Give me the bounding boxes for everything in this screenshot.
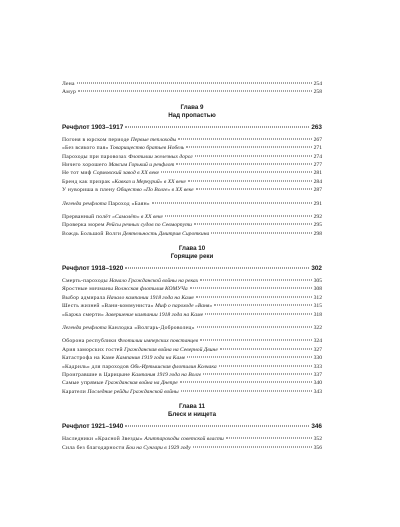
toc-entry[interactable]	[62, 324, 322, 332]
page-number: 333	[313, 363, 322, 370]
dot-leader	[194, 224, 312, 225]
entry-subtitle: Товарищество братьев Нобель	[109, 145, 185, 152]
dot-leader	[125, 426, 309, 427]
entry-subtitle: Рейсы речных судов по Севморпути	[106, 222, 192, 229]
entry-title	[62, 337, 198, 345]
dot-leader	[78, 91, 311, 92]
dot-leader	[200, 340, 312, 341]
dot-leader	[181, 390, 312, 391]
dot-leader	[203, 373, 311, 374]
toc-entry[interactable]	[62, 178, 322, 186]
entry-subtitle: «Самолёт» в ХХ веке	[112, 213, 163, 220]
toc-entry[interactable]	[62, 311, 322, 319]
dot-leader	[178, 138, 311, 139]
chapter-number: Глава 10	[178, 245, 206, 253]
page-number: 352	[313, 436, 322, 443]
dot-leader	[125, 126, 309, 127]
entry-title	[62, 277, 198, 285]
chapter-title: Блеск и нищета	[167, 411, 217, 419]
entry-title	[62, 444, 191, 452]
entry-title	[62, 371, 201, 379]
part-title: Речфлот 1903–1917	[62, 123, 124, 131]
page-number: 298	[313, 230, 322, 237]
toc-entry[interactable]	[62, 221, 322, 229]
page-number: 305	[313, 278, 322, 285]
entry-heading: Прерванный полёт	[62, 213, 111, 220]
dot-leader	[214, 305, 311, 306]
entry-subtitle: Сормовский завод в ХХ веке	[92, 170, 160, 177]
dot-leader	[180, 382, 312, 383]
entry-subtitle: Последние рейды Гражданской войны	[87, 388, 179, 395]
entry-subtitle: Бои на Сунгари в 1929 году	[125, 444, 191, 451]
entry-subtitle: Гражданская война на Северной Двине	[124, 346, 218, 353]
dot-leader	[176, 163, 311, 164]
toc-entry[interactable]	[62, 144, 322, 152]
entry-heading: «Баржа смерти»	[62, 311, 104, 318]
dot-leader	[220, 348, 312, 349]
dot-leader	[161, 172, 312, 173]
page-number: 277	[313, 161, 322, 168]
page-number: 327	[313, 346, 322, 353]
toc-entry[interactable]	[62, 354, 322, 362]
toc-entry[interactable]	[62, 88, 322, 96]
dot-leader	[196, 189, 312, 190]
entry-title	[62, 178, 186, 186]
entry-subtitle: Общество «По Волге» в ХХ веке	[116, 187, 194, 194]
entry-subtitle: Миф о пароходе «Ваня»	[155, 303, 213, 310]
entry-legend-name: Пароход «Баян»	[108, 200, 150, 207]
toc-entry[interactable]	[62, 294, 322, 302]
dot-leader	[190, 288, 312, 289]
toc-entry[interactable]	[62, 186, 322, 194]
page-number: 340	[313, 380, 322, 387]
entry-heading: Амур	[62, 89, 77, 96]
chapter-number: Глава 9	[180, 103, 204, 111]
entry-heading: Проверка морем	[62, 222, 105, 229]
entry-title	[62, 346, 218, 354]
page-number: 337	[313, 371, 322, 378]
toc-entry[interactable]	[62, 363, 322, 371]
dot-leader	[152, 202, 312, 203]
entry-heading: Вождь Большой Волги	[62, 230, 122, 237]
page-number: 295	[313, 222, 322, 229]
toc-entry[interactable]	[62, 153, 322, 161]
dot-leader	[211, 232, 311, 233]
page-number: 287	[313, 187, 322, 194]
entry-title	[62, 230, 209, 238]
entry-subtitle: Первые теплоходы	[130, 136, 177, 143]
entry-heading: Смерть-пароходы	[62, 278, 108, 285]
entry-title	[62, 435, 224, 443]
entry-subtitle: Кампания 1919 года на Каме	[116, 355, 186, 362]
entry-subtitle: Деятельность Дмитрия Сироткина	[122, 230, 210, 237]
entry-title	[62, 213, 163, 221]
chapter-title: Горящие реки	[170, 253, 214, 261]
entry-heading: Проигравшие в Царицыне	[62, 371, 131, 378]
entry-title	[62, 354, 185, 362]
page-number: 302	[311, 265, 322, 273]
entry-subtitle: Волжская флотилия КОМУЧа	[114, 286, 188, 293]
entry-title	[62, 311, 203, 319]
entry-title	[62, 379, 178, 387]
entry-subtitle: Агитпароходы советской власти	[144, 436, 224, 443]
part-heading[interactable]	[62, 123, 322, 133]
entry-subtitle: Кампания 1919 года на Волге	[131, 371, 202, 378]
page-number: 322	[313, 325, 322, 332]
page-number: 343	[313, 388, 322, 395]
entry-heading: Наследники «Красной Звезды»	[62, 436, 143, 443]
dot-leader	[186, 147, 311, 148]
dot-leader	[187, 357, 311, 358]
dot-leader	[205, 313, 312, 314]
entry-heading: Не тот миф	[62, 170, 92, 177]
page-number: 346	[311, 423, 322, 431]
dot-leader	[226, 438, 312, 439]
toc-entry[interactable]	[62, 277, 322, 285]
page-number: 271	[313, 145, 322, 152]
dot-leader	[219, 365, 312, 366]
entry-heading: У нувориша в плену	[62, 187, 116, 194]
entry-heading: Шесть жизней «Вани-коммуниста»	[62, 303, 154, 310]
toc-entry[interactable]	[62, 230, 322, 238]
entry-title	[62, 294, 194, 302]
entry-title	[62, 169, 159, 177]
dot-leader	[165, 215, 312, 216]
entry-title	[62, 363, 217, 371]
entry-subtitle: Максим Горький и речфлот	[108, 161, 175, 168]
page-number: 330	[313, 355, 322, 362]
dot-leader	[188, 180, 312, 181]
spacer	[62, 396, 322, 403]
entry-title	[62, 144, 184, 152]
entry-subtitle: Начало кампании 1918 года на Каме	[106, 294, 194, 301]
dot-leader	[196, 296, 312, 297]
page-number: 324	[313, 338, 322, 345]
toc-entry[interactable]	[62, 161, 322, 169]
toc-entry[interactable]	[62, 302, 322, 310]
entry-title	[62, 186, 194, 194]
toc-entry[interactable]	[62, 136, 322, 144]
entry-heading: Яростные мичманы	[62, 286, 114, 293]
toc-entry[interactable]	[62, 371, 322, 379]
chapter-title: Над пропастью	[168, 111, 216, 119]
entry-title	[62, 388, 179, 396]
entry-title	[62, 136, 176, 144]
page-number: 263	[311, 123, 322, 131]
page-number: 267	[313, 136, 322, 143]
page-number: 312	[313, 294, 322, 301]
entry-heading: Самые упрямые	[62, 380, 104, 387]
page-number: 291	[313, 200, 322, 207]
spacer	[62, 238, 322, 245]
entry-heading: Пароходы при паровозах	[62, 153, 127, 160]
entry-heading: Лена	[62, 81, 75, 87]
entry-legend-label: Легенда речфлота	[62, 325, 107, 332]
toc-entry[interactable]	[62, 435, 322, 443]
toc-entry[interactable]	[62, 80, 322, 88]
entry-subtitle: «Кавказ и Меркурий» в ХХ веке	[111, 178, 186, 185]
entry-heading: Оборона республики	[62, 338, 117, 345]
entry-title	[62, 324, 195, 332]
page-number: 356	[313, 444, 322, 451]
entry-heading: «Кадриль» для пароходов	[62, 363, 129, 370]
entry-title	[62, 80, 75, 88]
page-number: 254	[313, 81, 322, 87]
entry-heading: Ничего хорошего	[62, 161, 108, 168]
page-number: 292	[313, 213, 322, 220]
entry-heading: Выбор адмирала	[62, 294, 106, 301]
entry-title	[62, 285, 188, 293]
entry-heading: Каратели	[62, 388, 86, 395]
toc-entry[interactable]	[62, 337, 322, 345]
entry-title	[62, 200, 150, 208]
page-number: 274	[313, 153, 322, 160]
toc-entry[interactable]	[62, 169, 322, 177]
toc-entry[interactable]	[62, 379, 322, 387]
entry-heading: Сила без благодарности	[62, 444, 125, 451]
page-number: 308	[313, 286, 322, 293]
part-title: Речфлот 1918–1920	[62, 265, 124, 273]
chapter-number: Глава 11	[179, 403, 205, 411]
entry-subtitle: Гражданская война на Днепре	[105, 380, 178, 387]
entry-legend-label: Легенда речфлота	[62, 200, 107, 207]
page-number: 315	[313, 303, 322, 310]
page-number: 281	[313, 170, 322, 177]
part-heading[interactable]	[62, 264, 322, 274]
entry-title	[62, 302, 212, 310]
page-number: 258	[313, 89, 322, 96]
entry-title	[62, 161, 174, 169]
entry-title	[62, 221, 192, 229]
dot-leader	[195, 155, 312, 156]
entry-heading: Бренд как призрак	[62, 178, 111, 185]
dot-leader	[125, 268, 309, 269]
toc-entry[interactable]	[62, 213, 322, 221]
dot-leader	[200, 280, 311, 281]
part-heading[interactable]	[62, 422, 322, 432]
part-title: Речфлот 1921–1940	[62, 423, 124, 431]
entry-subtitle: Обь-Иртышская флотилия Колчака	[130, 363, 217, 370]
toc-entry[interactable]	[62, 388, 322, 396]
toc-entry[interactable]	[62, 200, 322, 208]
toc-entry[interactable]	[62, 346, 322, 354]
page-number: 318	[313, 311, 322, 318]
entry-heading: Ария заморских гостей	[62, 346, 123, 353]
toc-entry[interactable]	[62, 285, 322, 293]
entry-heading: «Без всякого пая»	[62, 145, 109, 152]
entry-subtitle: Флотилии имперских повстанцев	[117, 338, 199, 345]
entry-subtitle: Начало Гражданской войны на реках	[109, 278, 199, 285]
dot-leader	[197, 327, 312, 328]
toc-entry[interactable]	[62, 444, 322, 452]
entry-subtitle: Завершение кампании 1918 года на Каме	[105, 311, 204, 318]
entry-heading: Погоня в юрском периоде	[62, 136, 130, 143]
entry-title	[62, 88, 76, 96]
entry-heading: Катастрофа на Каме	[62, 355, 115, 362]
entry-legend-name: Канлодка «Волгарь-Доброволец»	[108, 325, 195, 332]
page-number: 284	[313, 178, 322, 185]
entry-subtitle: Флотилии железных дорог	[128, 153, 193, 160]
dot-leader	[77, 83, 312, 84]
spacer	[62, 97, 322, 104]
table-of-contents	[62, 80, 322, 452]
dot-leader	[193, 446, 312, 447]
entry-title	[62, 153, 193, 161]
